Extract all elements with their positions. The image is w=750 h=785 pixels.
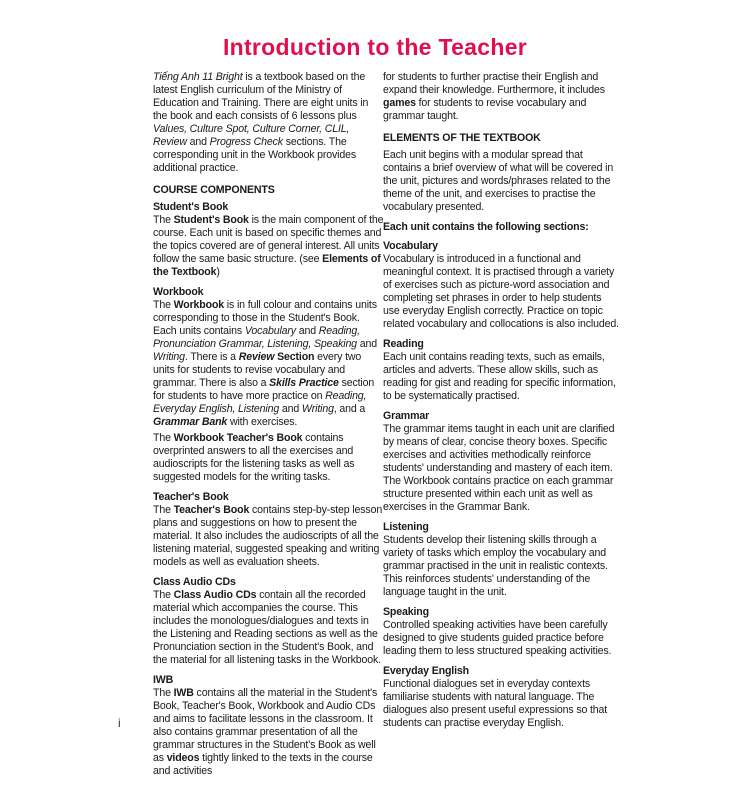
section-heading: Everyday English: [383, 665, 469, 677]
section-body: The grammar items taught in each unit are clarified by means of clear, concise theory boxes. Specific exercises and activities methodically reinforce students' understanding and mastery of each item. The Workbook contains practice on each grammar structure presented within each unit as well as exercises in the Grammar Bank.: [383, 423, 615, 513]
section-speaking: [383, 606, 619, 658]
section-heading: Vocabulary: [383, 240, 438, 252]
section-listening: [383, 521, 619, 599]
section-heading: Listening: [383, 521, 429, 533]
left-column: [153, 71, 385, 785]
section-body: Controlled speaking activities have been carefully designed to give students guided practice before leading them to less structured speaking activities.: [383, 619, 612, 657]
students-book-heading: Student's Book: [153, 201, 229, 213]
section-grammar: [383, 410, 619, 514]
iwb-heading: IWB: [153, 674, 174, 686]
teachers-book-body: The Teacher's Book contains step-by-step lesson plans and suggestions on how to present the material. It also includes the audioscripts of all the listening material, suggested speaking and writing models as well as evaluation sheets.: [153, 504, 383, 568]
page-title: Introduction to the Teacher: [222, 34, 528, 60]
section-body: Each unit contains reading texts, such as emails, articles and adverts. These allow skills, such as reading for gist and reading for specific information, to be systematically practised.: [383, 351, 616, 402]
elements-heading: ELEMENTS OF THE TEXTBOOK: [383, 132, 541, 144]
section-heading: Grammar: [383, 410, 430, 422]
course-components-heading: COURSE COMPONENTS: [153, 184, 275, 196]
section-body: Vocabulary is introduced in a functional and meaningful context. It is practised through a variety of exercises such as picture-word association and completing set phrases in order to help students use everyday English correctly. Practice on topic related vocabulary and collocations is also included.: [383, 253, 619, 330]
section-body: Functional dialogues set in everyday contexts familiarise students with natural language. The dialogues also present useful expressions so that students can practise everyday English.: [383, 678, 608, 729]
workbook-heading: Workbook: [153, 286, 204, 298]
section-vocabulary: [383, 240, 619, 331]
intro-paragraph: Tiếng Anh 11 Bright is a textbook based on the latest English curriculum of the Ministry of Education and Training. There are eight units in the book and each consists of 6 lessons plus Values, Culture Spot, Culture Corner, CLIL, Review and Progress Check sections. The corresponding unit in the Workbook provides additional practice.: [153, 71, 369, 174]
students-book-body: The Student's Book is the main component of the course. Each unit is based on specific themes and the topics covered are of general interest. All units follow the same basic structure. (see Elements of the Textbook): [153, 214, 384, 278]
workbook-body: The Workbook is in full colour and contains units corresponding to those in the Student's Book. Each units contains Vocabulary and Reading, Pronunciation Grammar, Listening, Speaking and Writing. There is a Review Section every two units for students to revise vocabulary and grammar. There is also a Skills Practice section for students to have more practice on Reading, Everyday English, Listening and Writing, and a Grammar Bank with exercises.: [153, 299, 377, 428]
sections-lead: Each unit contains the following sections:: [383, 221, 589, 233]
section-reading: [383, 338, 619, 403]
section-heading: Speaking: [383, 606, 429, 618]
section-everyday-english: [383, 665, 619, 730]
elements-body: Each unit begins with a modular spread that contains a brief overview of what will be covered in the unit, pictures and words/phrases related to the theme of the unit, and exercises to practise the vocabulary presented.: [383, 149, 614, 213]
right-column: [383, 71, 619, 737]
page-number: i: [118, 716, 121, 730]
iwb-continuation: for students to further practise their English and expand their knowledge. Furthermore, it includes games for students to revise vocabulary and grammar taught.: [383, 71, 605, 122]
teachers-book-heading: Teacher's Book: [153, 491, 229, 503]
section-heading: Reading: [383, 338, 424, 350]
workbook-teachers-body: The Workbook Teacher's Book contains overprinted answers to all the exercises and audioscripts for the listening tasks as well as suggested models for the writing tasks.: [153, 432, 355, 483]
class-audio-heading: Class Audio CDs: [153, 576, 236, 588]
class-audio-body: The Class Audio CDs contain all the recorded material which accompanies the course. This includes the monologues/dialogues and texts in the Listening and Reading sections as well as the Pronunciation section in the Student's Book, and the material for all listening tasks in the Workbook.: [153, 589, 381, 666]
section-body: Students develop their listening skills through a variety of tasks which employ the vocabulary and grammar practised in the unit in realistic contexts. This reinforces students' understanding of the language taught in the unit.: [383, 534, 608, 598]
iwb-body: The IWB contains all the material in the Student's Book, Teacher's Book, Workbook and Audio CDs and aims to facilitate lessons in the classroom. It also contains grammar presentation of all the grammar structures in the Student's Book as well as videos tightly linked to the texts in the course and activities: [153, 687, 378, 777]
